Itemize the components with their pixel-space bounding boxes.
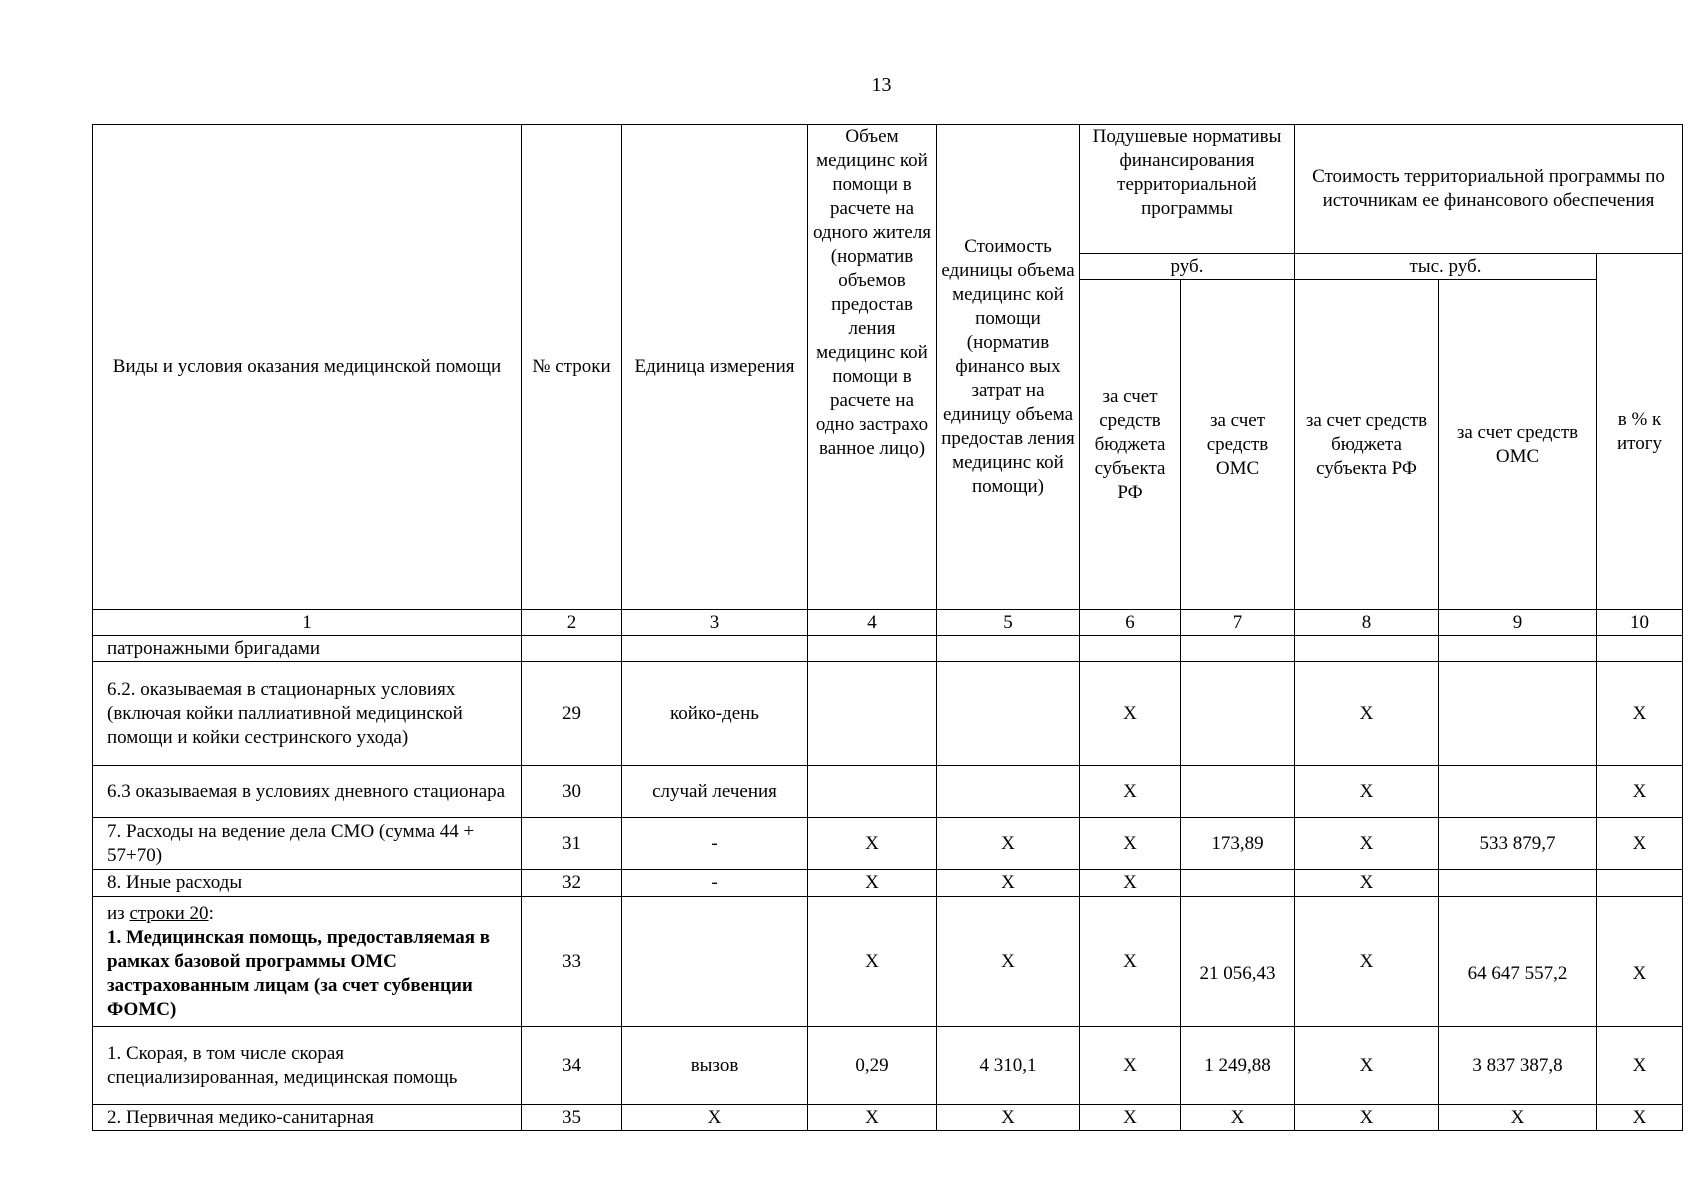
column-number: 4 bbox=[808, 610, 937, 636]
header-budget-rf-cost: за счет средств бюджета субъекта РФ bbox=[1295, 280, 1439, 610]
table-row bbox=[93, 870, 1683, 897]
financing-table bbox=[92, 124, 1683, 1131]
cell-percent: X bbox=[1597, 662, 1683, 766]
row-unit bbox=[622, 897, 808, 1027]
cell-budget-per-capita: X bbox=[1080, 897, 1181, 1027]
row-reference-link[interactable]: строки 20 bbox=[129, 902, 209, 924]
cell-budget-cost: X bbox=[1295, 662, 1439, 766]
cell-oms-cost bbox=[1439, 662, 1597, 766]
column-number: 7 bbox=[1181, 610, 1295, 636]
row-number: 34 bbox=[522, 1027, 622, 1105]
table-row bbox=[93, 636, 1683, 662]
cell-unit-cost: X bbox=[937, 870, 1080, 897]
cell-oms-per-capita bbox=[1181, 870, 1295, 897]
row-unit: койко-день bbox=[622, 662, 808, 766]
cell-volume bbox=[808, 636, 937, 662]
column-numbers-row bbox=[93, 610, 1683, 636]
column-number: 6 bbox=[1080, 610, 1181, 636]
column-number: 8 bbox=[1295, 610, 1439, 636]
cell-percent bbox=[1597, 636, 1683, 662]
cell-oms-cost: 64 647 557,2 bbox=[1439, 897, 1597, 1027]
table-row bbox=[93, 766, 1683, 818]
row-name bbox=[93, 897, 522, 1027]
row-number: 30 bbox=[522, 766, 622, 818]
cell-budget-cost: X bbox=[1295, 897, 1439, 1027]
cell-volume bbox=[808, 662, 937, 766]
row-name: 6.2. оказываемая в стационарных условиях (включая койки паллиативной медицинской помощи и койки сестринского ухода) bbox=[93, 662, 522, 766]
cell-oms-cost: 3 837 387,8 bbox=[1439, 1027, 1597, 1105]
header-percent-of-total: в % к итогу bbox=[1597, 254, 1683, 610]
cell-volume: X bbox=[808, 818, 937, 870]
cell-budget-cost: X bbox=[1295, 1105, 1439, 1131]
row-name: 1. Скорая, в том числе скорая специализированная, медицинская помощь bbox=[93, 1027, 522, 1105]
row-number: 29 bbox=[522, 662, 622, 766]
cell-percent: X bbox=[1597, 1105, 1683, 1131]
cell-budget-cost: X bbox=[1295, 870, 1439, 897]
column-number: 5 bbox=[937, 610, 1080, 636]
row-name: 7. Расходы на ведение дела СМО (сумма 44 + 57+70) bbox=[93, 818, 522, 870]
cell-unit-cost: X bbox=[937, 897, 1080, 1027]
header-row-number: № строки bbox=[522, 125, 622, 610]
cell-oms-per-capita bbox=[1181, 636, 1295, 662]
page-number: 13 bbox=[871, 74, 892, 96]
row-unit: - bbox=[622, 870, 808, 897]
cell-oms-cost bbox=[1439, 870, 1597, 897]
cell-volume bbox=[808, 766, 937, 818]
note-prefix: из bbox=[107, 902, 130, 924]
cell-budget-cost: X bbox=[1295, 766, 1439, 818]
row-unit: - bbox=[622, 818, 808, 870]
cell-budget-cost: X bbox=[1295, 1027, 1439, 1105]
from-line-note bbox=[107, 902, 518, 926]
row-unit: случай лечения bbox=[622, 766, 808, 818]
cell-unit-cost bbox=[937, 766, 1080, 818]
row-unit: вызов bbox=[622, 1027, 808, 1105]
cell-oms-cost bbox=[1439, 636, 1597, 662]
cell-budget-per-capita: X bbox=[1080, 1027, 1181, 1105]
cell-oms-per-capita bbox=[1181, 766, 1295, 818]
cell-oms-per-capita: 21 056,43 bbox=[1181, 897, 1295, 1027]
cell-budget-per-capita bbox=[1080, 636, 1181, 662]
cell-budget-per-capita: X bbox=[1080, 766, 1181, 818]
cell-oms-per-capita: 1 249,88 bbox=[1181, 1027, 1295, 1105]
header-unit: Единица измерения bbox=[622, 125, 808, 610]
table-row bbox=[93, 662, 1683, 766]
row-number: 31 bbox=[522, 818, 622, 870]
cell-budget-cost bbox=[1295, 636, 1439, 662]
column-number: 2 bbox=[522, 610, 622, 636]
header-volume: Объем медицинс кой помощи в расчете на одного жителя (норматив объемов предостав ления медицинс кой помощи в расчете на одно застрахо ванное лицо) bbox=[808, 125, 937, 610]
cell-oms-cost: X bbox=[1439, 1105, 1597, 1131]
column-number: 10 bbox=[1597, 610, 1683, 636]
row-number: 32 bbox=[522, 870, 622, 897]
row-name: патронажными бригадами bbox=[93, 636, 522, 662]
cell-oms-per-capita bbox=[1181, 662, 1295, 766]
cell-unit-cost: X bbox=[937, 818, 1080, 870]
table-row bbox=[93, 818, 1683, 870]
row-number bbox=[522, 636, 622, 662]
cell-percent: X bbox=[1597, 766, 1683, 818]
header-per-capita-group: Подушевые нормативы финансирования территориальной программы bbox=[1080, 125, 1295, 254]
row-name: 6.3 оказываемая в условиях дневного стационара bbox=[93, 766, 522, 818]
row-name: 2. Первичная медико-санитарная bbox=[93, 1105, 522, 1131]
cell-unit-cost: 4 310,1 bbox=[937, 1027, 1080, 1105]
header-unit-cost: Стоимость единицы объема медицинс кой помощи (норматив финансо вых затрат на единицу объема предостав ления медицинс кой помощи) bbox=[937, 125, 1080, 610]
cell-volume: X bbox=[808, 897, 937, 1027]
cell-oms-per-capita: X bbox=[1181, 1105, 1295, 1131]
cell-budget-cost: X bbox=[1295, 818, 1439, 870]
cell-percent bbox=[1597, 870, 1683, 897]
cell-percent: X bbox=[1597, 1027, 1683, 1105]
cell-volume: X bbox=[808, 1105, 937, 1131]
table-row bbox=[93, 1105, 1683, 1131]
cell-volume: 0,29 bbox=[808, 1027, 937, 1105]
cell-budget-per-capita: X bbox=[1080, 870, 1181, 897]
column-number: 1 bbox=[93, 610, 522, 636]
header-cost-group: Стоимость территориальной программы по источникам ее финансового обеспечения bbox=[1295, 125, 1683, 254]
cell-volume: X bbox=[808, 870, 937, 897]
row-unit: X bbox=[622, 1105, 808, 1131]
note-suffix: : bbox=[208, 902, 214, 924]
table-row bbox=[93, 1027, 1683, 1105]
cell-oms-cost: 533 879,7 bbox=[1439, 818, 1597, 870]
section-title: 1. Медицинская помощь, предоставляемая в рамках базовой программы ОМС застрахованным лицам (за счет субвенции ФОМС) bbox=[107, 926, 491, 1020]
header-types-and-conditions: Виды и условия оказания медицинской помощи bbox=[93, 125, 522, 610]
row-name: 8. Иные расходы bbox=[93, 870, 522, 897]
header-unit-thousand-rub: тыс. руб. bbox=[1295, 254, 1597, 280]
column-number: 9 bbox=[1439, 610, 1597, 636]
cell-percent: X bbox=[1597, 818, 1683, 870]
header-budget-rf-per-capita: за счет средств бюджета субъекта РФ bbox=[1080, 280, 1181, 610]
cell-budget-per-capita: X bbox=[1080, 662, 1181, 766]
cell-budget-per-capita: X bbox=[1080, 1105, 1181, 1131]
header-unit-rub: руб. bbox=[1080, 254, 1295, 280]
table-row bbox=[93, 897, 1683, 1027]
row-unit bbox=[622, 636, 808, 662]
header-oms-cost: за счет средств ОМС bbox=[1439, 280, 1597, 610]
row-number: 33 bbox=[522, 897, 622, 1027]
cell-oms-cost bbox=[1439, 766, 1597, 818]
cell-oms-per-capita: 173,89 bbox=[1181, 818, 1295, 870]
cell-unit-cost bbox=[937, 636, 1080, 662]
cell-budget-per-capita: X bbox=[1080, 818, 1181, 870]
cell-unit-cost: X bbox=[937, 1105, 1080, 1131]
cell-percent: X bbox=[1597, 897, 1683, 1027]
cell-unit-cost bbox=[937, 662, 1080, 766]
column-number: 3 bbox=[622, 610, 808, 636]
row-number: 35 bbox=[522, 1105, 622, 1131]
header-oms-per-capita: за счет средств ОМС bbox=[1181, 280, 1295, 610]
